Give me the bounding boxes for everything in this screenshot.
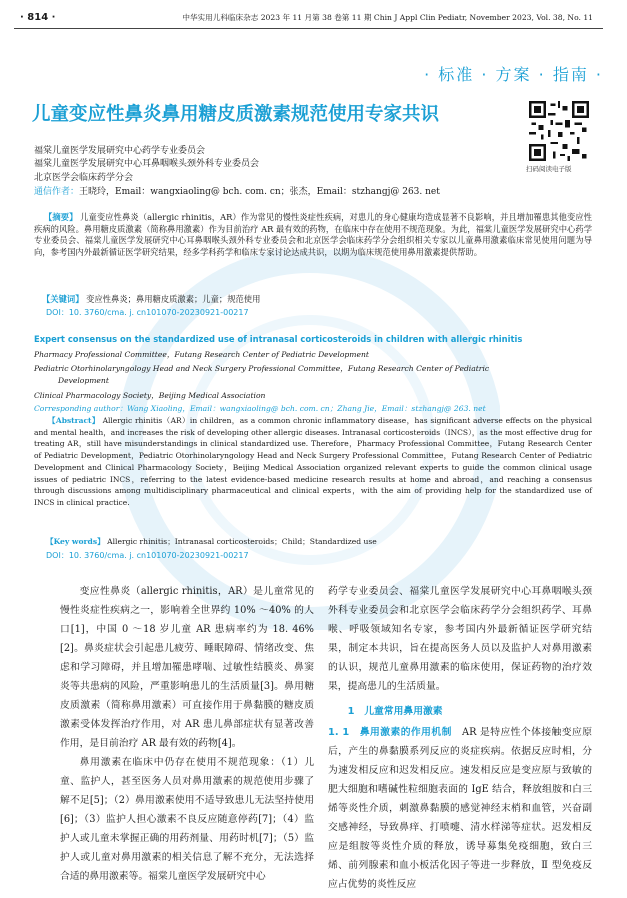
- corresponding-text: 王晓玲，Email：wangxiaoling@ bch. com. cn；张杰，Email：stzhangj@ 263. net: [79, 187, 440, 197]
- body-right-column: [328, 582, 592, 894]
- body-paragraph: [328, 723, 592, 894]
- doi-en[interactable]: DOI：10. 3760/cma. j. cn101070-20230921-00217: [46, 551, 249, 560]
- english-corresponding-author: Corresponding author：Wang Xiaoling，Email：wangxiaoling@ bch. com. cn；Zhang Jie，Email：stzhangj@ 263. net: [34, 404, 486, 413]
- keywords-cn-label: 【关键词】: [42, 294, 84, 304]
- english-affiliation-3: Development: [58, 376, 109, 385]
- affiliation-cn-1: 福棠儿童医学发展研究中心药学专业委员会: [34, 146, 206, 156]
- article-title: 儿童变应性鼻炎鼻用糖皮质激素规范使用专家共识: [32, 104, 440, 125]
- abstract-cn-text: 儿童变应性鼻炎（allergic rhinitis，AR）作为常见的慢性炎症性疾病，对患儿的身心健康均造成显著不良影响，并且增加罹患其他变应性疾病的风险。鼻用糖皮质激素（简称鼻用激素）作为目前治疗 AR 最有效的药物，在临床中存在使用不规范现象。为此，福棠儿童医学发展研究中心药学专业委员会、福棠儿童医学发展研究中心耳鼻咽喉头颈外科专业委员会和北京医学会临床药学分会组织相关专家以儿童鼻用激素临床常见使用问题为导向，参考国内外最新循证医学研究结果，经多学科药学和临床专家讨论达成共识，以期为临床规范使用鼻用激素提供帮助。: [34, 212, 592, 257]
- journal-header: 中华实用儿科临床杂志 2023 年 11 月第 38 卷第 11 期 Chin J Appl Clin Pediatr, November 2023, Vol. 38, No. 11: [182, 13, 593, 22]
- page-number: · 814 ·: [20, 12, 56, 23]
- abstract-en: [34, 415, 592, 509]
- body-text: AR 是特应性个体接触变应原后，产生的鼻黏膜系列反应的炎症疾病。依据反应时相，分为速发相反应和迟发相反应。速发相反应是变应原与致敏的肥大细胞和嗜碱性粒细胞表面的 IgE 结合，释放组胺和白三烯等炎性介质，刺激鼻黏膜的感觉神经末梢和血管，兴奋副交感神经，导致鼻痒、打喷嚏、清水样涕等症状。迟发相反应是组胺等炎性介质的释放，诱导募集免疫细胞，致白三烯、前列腺素和血小板活化因子等进一步释放，Ⅱ 型免疫反应占优势的炎性反应: [328, 727, 592, 890]
- english-affiliation-2: Pediatric Otorhinolaryngology Head and Neck Surgery Professional Committee，Futang Research Center of Pediatric: [34, 364, 490, 373]
- section-heading-1-1: 1. 1 鼻用激素的作用机制: [328, 727, 452, 738]
- qr-caption: 扫码阅读电子版: [526, 165, 572, 173]
- section-tag: · 标准 · 方案 · 指南 ·: [424, 65, 603, 84]
- english-title: Expert consensus on the standardized use of intranasal corticosteroids in children with allergic rhinitis: [34, 334, 523, 344]
- section-heading-1: 1 儿童常用鼻用激素: [347, 706, 443, 717]
- corresponding-author-cn: [34, 184, 440, 197]
- keywords-cn-text: 变应性鼻炎；鼻用糖皮质激素；儿童；规范使用: [86, 294, 261, 304]
- abstract-cn-label: 【摘要】: [44, 212, 78, 222]
- keywords-en-text: Allergic rhinitis；Intranasal corticosteroids；Child；Standardized use: [107, 537, 377, 546]
- doi-cn[interactable]: DOI：10. 3760/cma. j. cn101070-20230921-00217: [46, 308, 249, 317]
- body-paragraph: 变应性鼻炎（allergic rhinitis，AR）是儿童常见的慢性炎症性疾病之一，影响着全世界约 10% ～40% 的人口[1]，中国 0 ～18 岁儿童 AR 患病率约为 18. 46%[2]。鼻炎症状会引起患儿疲劳、睡眠障碍、情绪改变、焦虑和学习障碍，并且增加罹患哮喘、过敏性结膜炎、鼻窦炎等共患病的风险，严重影响患儿的生活质量[3]。鼻用糖皮质激素（简称鼻用激素）可直接作用于鼻黏膜的糖皮质激素受体发挥治疗作用，对 AR 患儿鼻部症状有显著改善作用，是目前治疗 AR 最有效的药物[4]。: [60, 586, 314, 749]
- body-paragraph: 药学专业委员会、福棠儿童医学发展研究中心耳鼻咽喉头颈外科专业委员会和北京医学会临床药学分会组织药学、耳鼻喉、呼吸领域知名专家，参考国内外最新循证医学研究结果，制定本共识，旨在提高医务人员以及监护人对鼻用激素的认识，规范儿童鼻用激素的临床使用，保证药物的治疗效果，提高患儿的生活质量。: [328, 586, 592, 692]
- body-left-column: [60, 582, 314, 886]
- keywords-cn: [42, 293, 260, 305]
- abstract-cn: [34, 212, 592, 258]
- affiliation-cn-2: 福棠儿童医学发展研究中心耳鼻咽喉头颈外科专业委员会: [34, 159, 260, 169]
- english-affiliation-4: Clinical Pharmacology Society，Beijing Medical Association: [34, 391, 266, 400]
- qr-code-icon[interactable]: [529, 100, 589, 162]
- abstract-en-label: 【Abstract】: [48, 416, 100, 425]
- keywords-en-label: 【Key words】: [46, 537, 105, 546]
- corresponding-label: 通信作者：: [34, 187, 80, 197]
- english-affiliation-1: Pharmacy Professional Committee，Futang Research Center of Pediatric Development: [34, 350, 369, 359]
- keywords-en: [46, 536, 377, 547]
- body-paragraph: 鼻用激素在临床中仍存在使用不规范现象：（1）儿童、监护人，甚至医务人员对鼻用激素的规范使用步骤了解不足[5]；（2）鼻用激素使用不适导致患儿无法坚持使用[6]；（3）监护人担心激素不良反应随意停药[7]；（4）监护人或儿童未掌握正确的用药剂量、用药时机[7]；（5）监护人或儿童对鼻用激素的相关信息了解不充分，无法选择合适的鼻用激素等。福棠儿童医学发展研究中心: [60, 757, 314, 882]
- header-rule: [14, 28, 603, 29]
- affiliation-cn-3: 北京医学会临床药学分会: [34, 173, 134, 183]
- abstract-en-text: Allergic rhinitis（AR）in children，as a common chronic inflammatory disease，has significant adverse effects on the physical and mental health，and increases the risk of developing other allergic diseases. Intranasal corticosteroids（INCS），as the most effective drug for treating AR，still have misunderstandings in clinical standardized use. Therefore，Pharmacy Professional Committee，Futang Research Center of Pediatric Development，Pediatric Otorhinolaryngology Head and Neck Surgery Professional Committee，Futang Research Center of Pediatric Development and Clinical Pharmacology Society，Beijing Medical Association organized relevant experts to guide the common clinical usage issues of pediatric INCS，referring to the latest evidence-based medicine research results at home and abroad，and reaching a consensus through discussions among multidisciplinary pharmaceutical and clinical experts，with the aim of providing help for the standardized use of INCS in clinical practice.: [34, 416, 592, 507]
